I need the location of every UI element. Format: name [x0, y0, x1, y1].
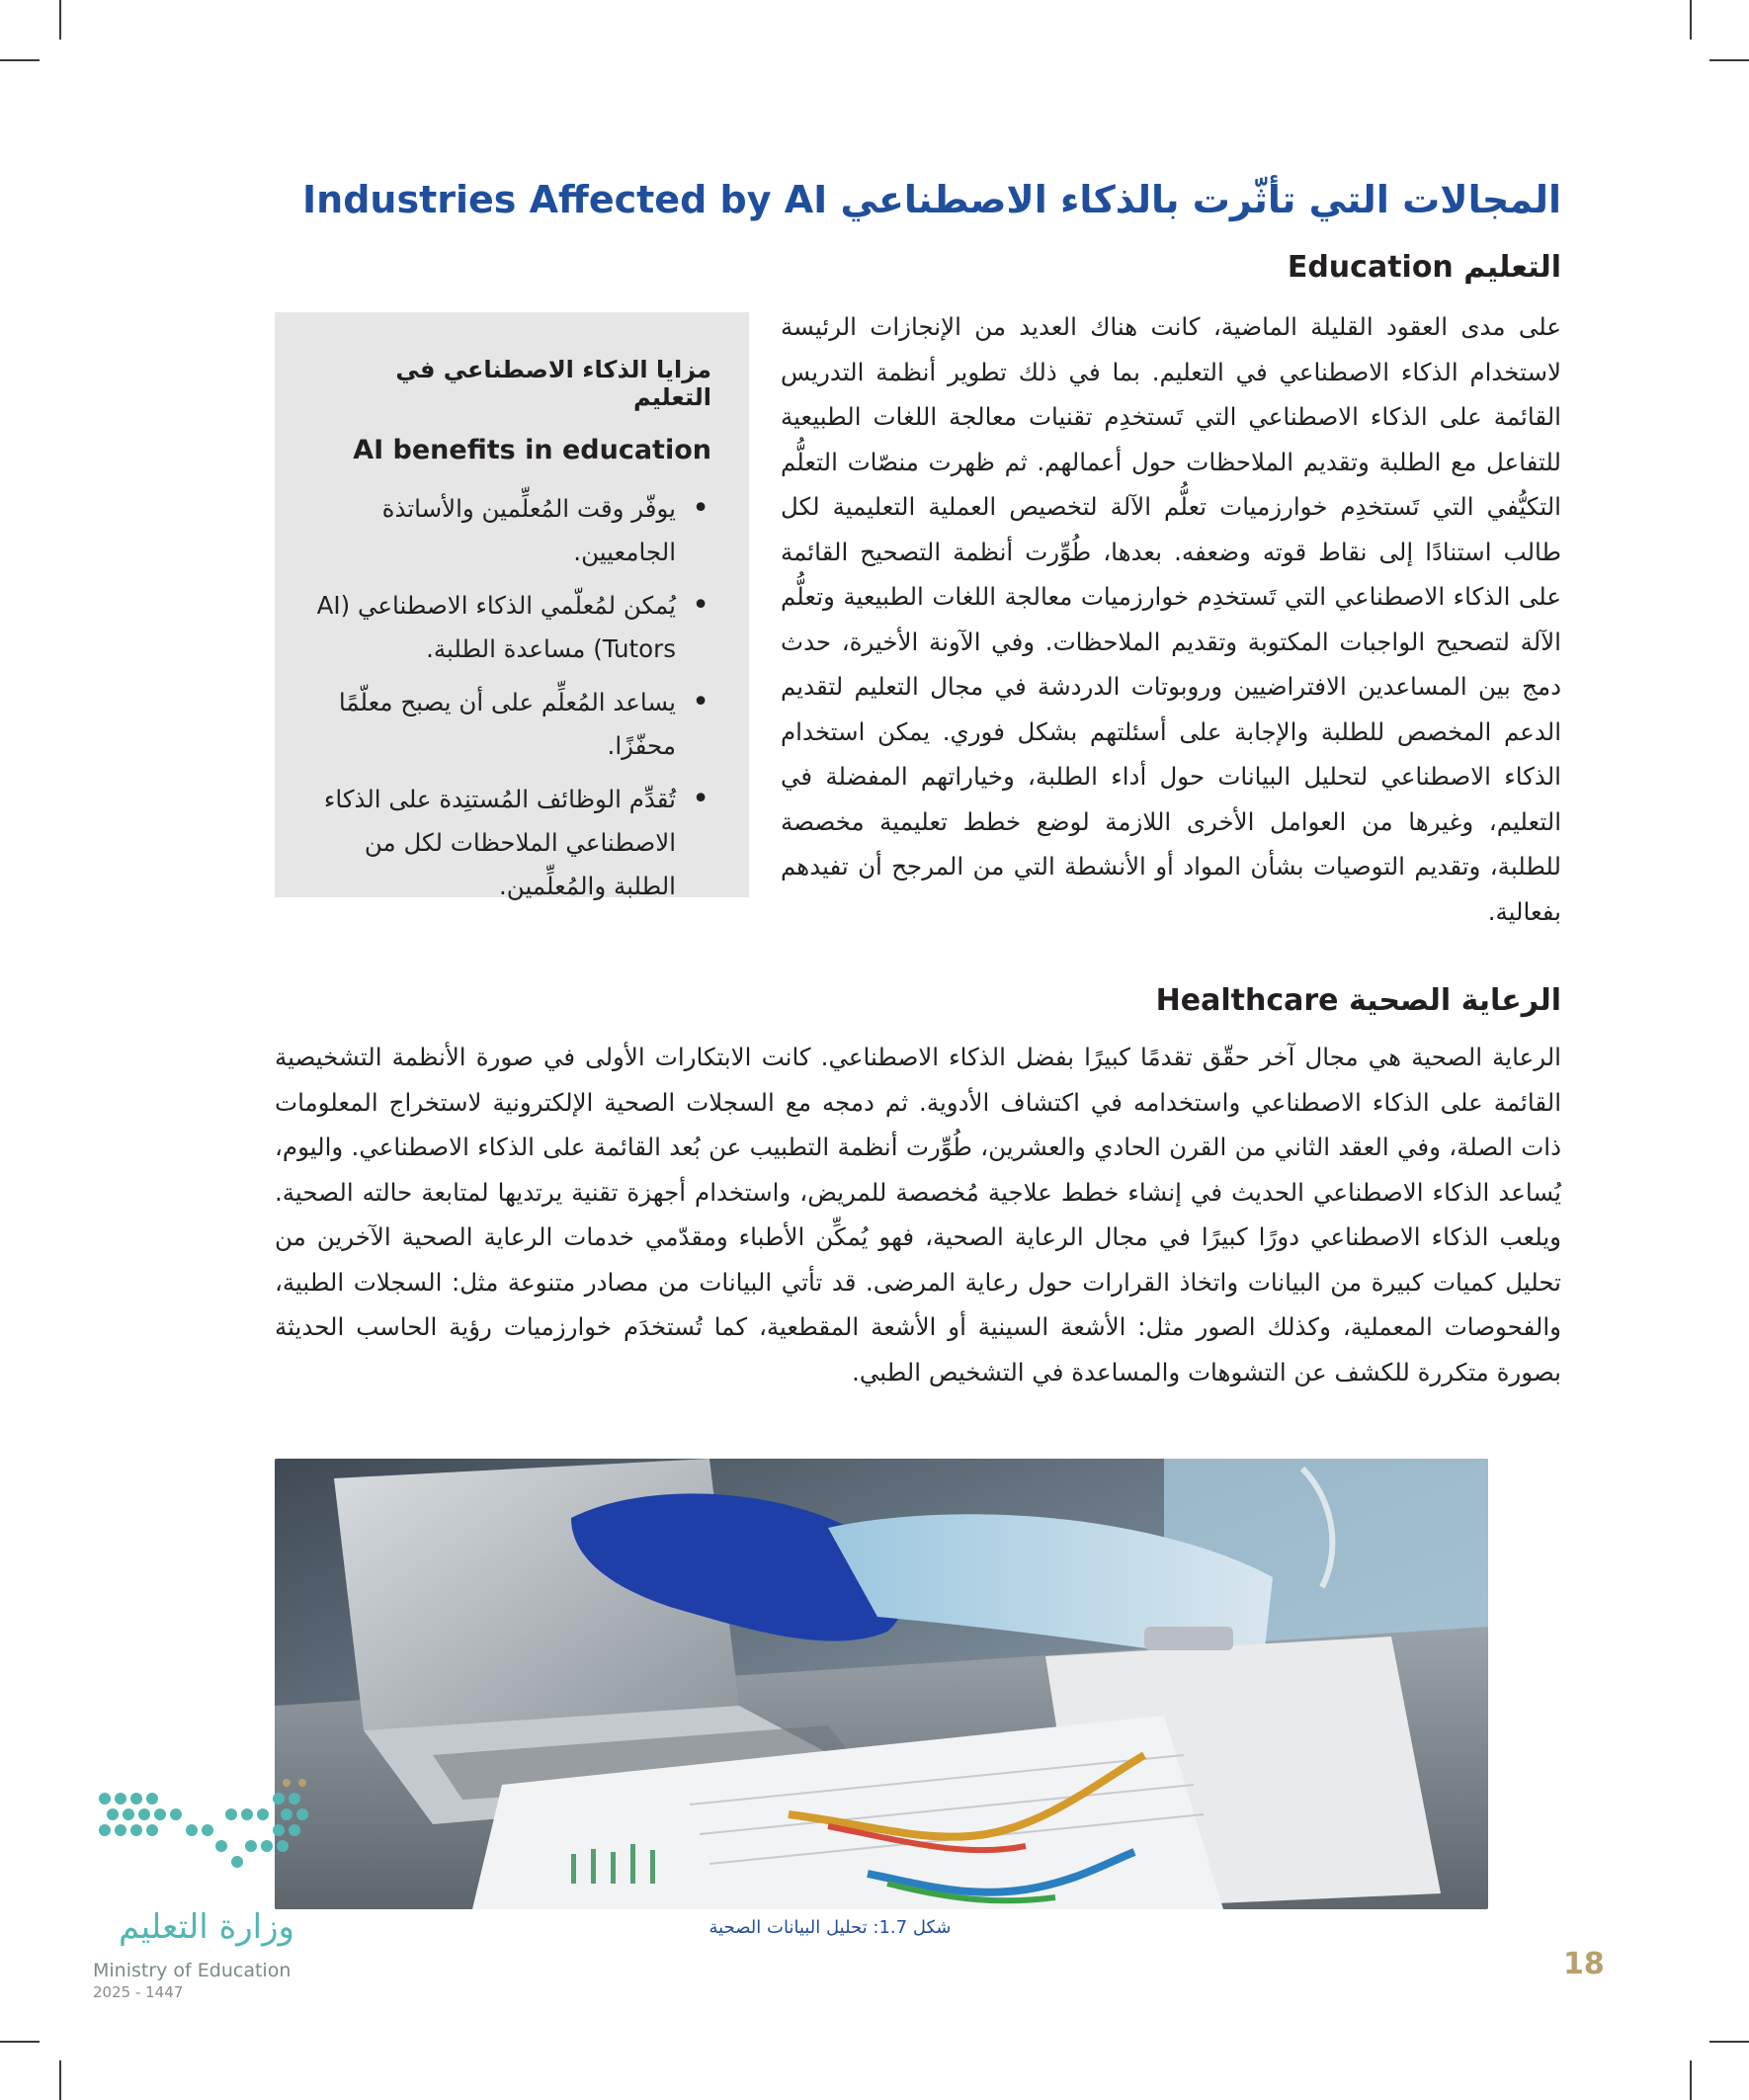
doctor-laptop-illustration: [275, 1459, 1488, 1909]
list-item: • يساعد المُعلِّم على أن يصبح معلّمًا محفّزًا.: [314, 681, 711, 768]
crop-mark: [59, 0, 61, 40]
education-paragraph: على مدى العقود القليلة الماضية، كانت هناك العديد من الإنجازات الرئيسة لاستخدام الذكاء الاصطناعي في التعليم. بما في ذلك تطوير أنظمة التدريس القائمة على الذكاء الاصطناعي التي تَستخدِم تقنيات معالجة اللغات الطبيعية للتفاعل مع الطلبة وتقديم الملاحظات حول أعمالهم. ثم ظهرت منصّات التعلُّم التكيُّفي التي تَستخدِم خوارزميات تعلُّم الآلة لتخصيص العملية التعليمية لكل طالب استنادًا إلى نقاط قوته وضعفه. بعدها، طُوِّرت أنظمة التصحيح القائمة على الذكاء الاصطناعي التي تَستخدِم خوارزميات معالجة اللغات الطبيعية وتعلُّم الآلة لتصحيح الواجبات المكتوبة وتقديم الملاحظات. وفي الآونة الأخيرة، حدث دمج بين المساعدين الافتراضيين وروبوتات الدردشة في مجال التعليم لتقديم الدعم المخصص للطلبة والإجابة على أسئلتهم بشكل فوري. يمكن استخدام الذكاء الاصطناعي لتحليل البيانات حول أداء الطلبة، وخياراتهم المفضلة في التعليم، وغيرها من العوامل الأخرى اللازمة لوضع خطط تعليمية مخصصة للطلبة، وتقديم التوصيات بشأن المواد أو الأنشطة التي من المرجح أن تفيدهم بفعالية.: [781, 312, 1561, 926]
ministry-name-ar: وزارة التعليم: [119, 1907, 294, 1947]
ai-benefits-box: [275, 312, 749, 900]
education-heading: التعليم Education: [1287, 250, 1561, 285]
sidebar-title-en: AI benefits in education: [353, 435, 711, 465]
healthcare-heading: الرعاية الصحية Healthcare: [1155, 983, 1561, 1018]
healthcare-paragraph: الرعاية الصحية هي مجال آخر حقّق تقدمًا كبيرًا بفضل الذكاء الاصطناعي. كانت الابتكارات الأولى في صورة الأنظمة التشخيصية القائمة على الذكاء الاصطناعي واستخدامه في اكتشاف الأدوية. ثم دمجه مع السجلات الصحية الإلكترونية لاستخراج المعلومات ذات الصلة، وفي العقد الثاني من القرن الحادي والعشرين، طُوِّرت أنظمة التطبيب عن بُعد القائمة على الذكاء الاصطناعي. واليوم، يُساعد الذكاء الاصطناعي الحديث في إنشاء خطط علاجية مُخصصة للمريض، واستخدام أجهزة تقنية يرتديها لمتابعة حالته الصحية. ويلعب الذكاء الاصطناعي دورًا كبيرًا في مجال الرعاية الصحية، فهو يُمكِّن الأطباء ومقدّمي خدمات الرعاية الصحية الآخرين من تحليل كميات كبيرة من البيانات واتخاذ القرارات حول رعاية المرضى. قد تأتي البيانات من مصادر متنوعة مثل: السجلات الطبية، والفحوصات المعملية، وكذلك الصور مثل: الأشعة السينية أو الأشعة المقطعية، كما تُستخدَم خوارزميات رؤية الحاسب الحديثة بصورة متكررة للكشف عن التشوهات والمساعدة في التشخيص الطبي.: [275, 1043, 1561, 1386]
healthcare-data-photo: [275, 1459, 1488, 1909]
crop-mark: [1690, 0, 1692, 40]
list-item: • يوفّر وقت المُعلِّمين والأساتذة الجامعيين.: [314, 487, 711, 574]
crop-mark: [1709, 59, 1749, 61]
crop-mark: [1709, 2041, 1749, 2043]
list-item: • يُمكن لمُعلّمي الذكاء الاصطناعي (AI Tutors) مساعدة الطلبة.: [314, 584, 711, 671]
crop-mark: [0, 59, 40, 61]
crop-mark: [0, 2041, 40, 2043]
sidebar-title-ar: مزايا الذكاء الاصطناعي في التعليم: [395, 356, 711, 411]
crop-mark: [59, 2060, 61, 2100]
ministry-year: 2025 - 1447: [93, 1983, 184, 2001]
list-item: • تُقدِّم الوظائف المُستنِدة على الذكاء الاصطناعي الملاحظات لكل من الطلبة والمُعلِّمين.: [314, 778, 711, 908]
page-title: المجالات التي تأثّرت بالذكاء الاصطناعي Industries Affected by AI: [302, 178, 1561, 221]
benefits-list: [314, 487, 711, 908]
ministry-logo: [93, 1779, 320, 1888]
figure-caption: شكل 1.7: تحليل البيانات الصحية: [708, 1917, 952, 1938]
page-number: 18: [1563, 1947, 1605, 1981]
dots-logo-icon: [93, 1779, 320, 1888]
crop-mark: [1690, 2060, 1692, 2100]
ministry-name-en: Ministry of Education: [93, 1960, 292, 1981]
